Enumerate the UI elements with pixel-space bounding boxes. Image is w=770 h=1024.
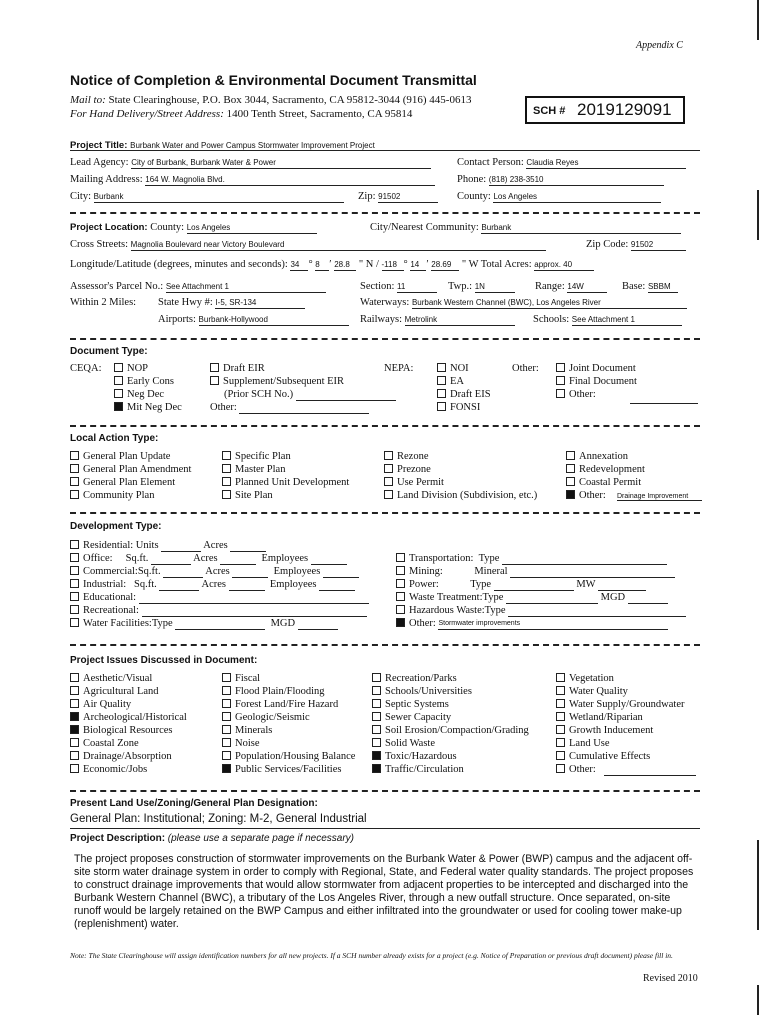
checkbox-label: Planned Unit Development: [235, 477, 350, 488]
checkbox-label: Biological Resources: [83, 725, 173, 736]
project-title-value: Burbank Water and Power Campus Stormwater Improvement Project: [130, 141, 375, 150]
latlong-row: Longitude/Latitude (degrees, minutes and seconds): 34 ° 8 ′ 28.8 " N / -118 ° 14 ′ 28.69 " W Total Acres: approx. 40: [70, 259, 594, 271]
issue-option[interactable]: [222, 699, 338, 711]
dev-educational: Educational:: [70, 592, 369, 604]
checkbox-label: Cumulative Effects: [569, 751, 651, 762]
checkbox[interactable]: [372, 699, 381, 708]
checkbox-label: Minerals: [235, 725, 273, 736]
checkbox-label: NOP: [127, 363, 149, 374]
location-zip-row: Zip Code: 91502: [586, 239, 686, 251]
checkbox-label: General Plan Element: [83, 477, 176, 488]
checkbox[interactable]: [372, 673, 381, 682]
dev-waste: Waste Treatment:Type MGD: [396, 592, 668, 604]
local-action-option[interactable]: [70, 477, 175, 489]
checkbox[interactable]: [70, 464, 79, 473]
checkbox[interactable]: [114, 389, 123, 398]
nepa-option[interactable]: [437, 363, 469, 375]
checkbox-label: Coastal Permit: [579, 477, 642, 488]
local-action-option[interactable]: [222, 464, 285, 476]
local-action-option[interactable]: [566, 451, 628, 463]
checkbox[interactable]: [70, 738, 79, 747]
checkbox-label: Air Quality: [83, 699, 132, 710]
checkbox[interactable]: [556, 712, 565, 721]
local-action-option[interactable]: [222, 477, 349, 489]
issue-option[interactable]: [372, 751, 457, 763]
checkbox[interactable]: [372, 725, 381, 734]
checkbox-label: Fiscal: [235, 673, 261, 684]
checkbox[interactable]: [384, 451, 393, 460]
local-action-option[interactable]: [566, 477, 641, 489]
schools-row: Schools: See Attachment 1: [533, 314, 682, 326]
issue-option[interactable]: [556, 725, 653, 737]
issue-option[interactable]: [70, 673, 152, 685]
checkbox[interactable]: [372, 738, 381, 747]
checkbox-label: Sewer Capacity: [385, 712, 452, 723]
ceqa-option[interactable]: [210, 363, 265, 375]
ceqa-option[interactable]: [114, 402, 182, 414]
checkbox[interactable]: [556, 686, 565, 695]
checkbox-label: Other:: [569, 764, 596, 775]
checkbox[interactable]: [384, 477, 393, 486]
footer-note: Note: The State Clearinghouse will assign identification numbers for all new projects. If a SCH number already exists for a project (e.g. Notice of Preparation or previous draft document) please fill in.: [70, 951, 673, 960]
checkbox[interactable]: [556, 725, 565, 734]
local-action-option[interactable]: [70, 451, 170, 463]
checkbox-label: Final Document: [569, 376, 637, 387]
checkbox[interactable]: [114, 363, 123, 372]
local-action-option[interactable]: [384, 477, 444, 489]
land-use-heading: Present Land Use/Zoning/General Plan Designation:: [70, 798, 318, 809]
doc-other-label: Other:: [512, 363, 539, 374]
issues-heading: Project Issues Discussed in Document:: [70, 655, 258, 666]
checkbox-label: Draft EIR: [223, 363, 265, 374]
checkbox[interactable]: [556, 363, 565, 372]
checkbox[interactable]: [222, 738, 231, 747]
checkbox[interactable]: [222, 490, 231, 499]
ceqa-other-row: Other:: [210, 402, 369, 414]
document-type-heading: Document Type:: [70, 346, 148, 357]
checkbox[interactable]: [566, 451, 575, 460]
community-row: City/Nearest Community: Burbank: [370, 222, 681, 234]
checkbox-label: Prezone: [397, 464, 431, 475]
checkbox-label: Community Plan: [83, 490, 155, 501]
checkbox-label: Schools/Universities: [385, 686, 472, 697]
checkbox[interactable]: [372, 712, 381, 721]
issue-option[interactable]: [372, 725, 529, 737]
checkbox[interactable]: [566, 477, 575, 486]
local-action-other-value: Drainage Improvement: [617, 493, 702, 501]
issue-option[interactable]: [556, 751, 650, 763]
checkbox-label: Mit Neg Dec: [127, 402, 182, 413]
page-edge-mark: [757, 190, 759, 240]
checkbox[interactable]: [210, 376, 219, 385]
hwy-row: State Hwy #: I-5, SR-134: [158, 297, 305, 309]
checkbox[interactable]: [556, 389, 565, 398]
checkbox-label: Other:: [569, 389, 596, 400]
checkbox[interactable]: [384, 490, 393, 499]
nepa-option[interactable]: [437, 402, 480, 414]
city-row: City: Burbank: [70, 191, 344, 203]
checkbox-label: Neg Dec: [127, 389, 165, 400]
dev-water: Water Facilities:Type MGD: [70, 618, 338, 630]
dev-power: Power: Type MW: [396, 579, 646, 591]
issue-option[interactable]: [70, 738, 139, 750]
dev-recreational: Recreational:: [70, 605, 367, 617]
checkbox-label: Agricultural Land: [83, 686, 159, 697]
checkbox-label: Land Division (Subdivision, etc.): [397, 490, 538, 501]
parcel-row: Assessor's Parcel No.: See Attachment 1: [70, 281, 326, 293]
checkbox-label: Coastal Zone: [83, 738, 139, 749]
checkbox-label: Water Supply/Groundwater: [569, 699, 685, 710]
mail-to-line: Mail to: State Clearinghouse, P.O. Box 3044, Sacramento, CA 95812-3044 (916) 445-0613: [70, 94, 472, 106]
dev-office: Office: Sq.ft. Acres Employees: [70, 553, 347, 565]
ceqa-option[interactable]: [114, 363, 148, 375]
checkbox[interactable]: [222, 451, 231, 460]
checkbox-label: Joint Document: [569, 363, 636, 374]
issue-option[interactable]: [556, 699, 685, 711]
checkbox-label: Traffic/Circulation: [385, 764, 464, 775]
checkbox[interactable]: [70, 490, 79, 499]
checkbox[interactable]: [114, 376, 123, 385]
checkbox[interactable]: [384, 464, 393, 473]
checkbox[interactable]: [222, 477, 231, 486]
issue-option[interactable]: [222, 738, 260, 750]
issue-option[interactable]: [70, 764, 147, 776]
checkbox-label: Master Plan: [235, 464, 286, 475]
checkbox-label: EA: [450, 376, 464, 387]
checkbox-label: General Plan Amendment: [83, 464, 192, 475]
ceqa-option[interactable]: [210, 376, 344, 388]
description-heading-row: Project Description: (please use a separate page if necessary): [70, 833, 355, 844]
local-action-option[interactable]: [222, 490, 273, 502]
issue-option[interactable]: [70, 712, 187, 724]
issue-option[interactable]: [70, 725, 173, 737]
issue-option[interactable]: [372, 738, 435, 750]
checkbox[interactable]: [372, 686, 381, 695]
checkbox-label: Population/Housing Balance: [235, 751, 356, 762]
checkbox-label: Flood Plain/Flooding: [235, 686, 325, 697]
checkbox[interactable]: [437, 363, 446, 372]
location-county-row: Project Location: County: Los Angeles: [70, 222, 317, 234]
checkbox[interactable]: [222, 712, 231, 721]
issue-option[interactable]: [372, 712, 451, 724]
checkbox-label: Redevelopment: [579, 464, 645, 475]
appendix-label: Appendix C: [636, 40, 683, 51]
checkbox[interactable]: [210, 363, 219, 372]
prior-sch-row: (Prior SCH No.): [224, 389, 396, 401]
ceqa-label: CEQA:: [70, 363, 102, 374]
dev-other: Other: Stormwater improvements: [396, 618, 668, 630]
checkbox-label: Economic/Jobs: [83, 764, 148, 775]
issue-option[interactable]: [556, 712, 643, 724]
checkbox[interactable]: [222, 764, 231, 773]
twp-row: Twp.: 1N: [448, 281, 515, 293]
nepa-label: NEPA:: [384, 363, 414, 374]
checkbox-label: Aesthetic/Visual: [83, 673, 153, 684]
mailing-address-row: Mailing Address: 164 W. Magnolia Blvd.: [70, 174, 435, 186]
other-doc-option[interactable]: [556, 363, 636, 375]
checkbox[interactable]: [70, 673, 79, 682]
checkbox[interactable]: [222, 686, 231, 695]
checkbox[interactable]: [70, 751, 79, 760]
checkbox[interactable]: [437, 402, 446, 411]
waterways-row: Waterways: Burbank Western Channel (BWC), Los Angeles River: [360, 297, 687, 309]
issue-option[interactable]: [556, 686, 628, 698]
checkbox-label: Public Services/Facilities: [235, 764, 342, 775]
checkbox[interactable]: [114, 402, 123, 411]
dev-commercial: Commercial:Sq.ft. Acres Employees: [70, 566, 359, 578]
issue-option[interactable]: [222, 712, 310, 724]
checkbox-label: Vegetation: [569, 673, 614, 684]
checkbox[interactable]: [222, 673, 231, 682]
checkbox-label: Water Quality: [569, 686, 628, 697]
checkbox[interactable]: [70, 699, 79, 708]
within-2-miles-label: Within 2 Miles:: [70, 297, 137, 308]
local-action-option[interactable]: [384, 464, 431, 476]
dev-hazardous: Hazardous Waste:Type: [396, 605, 686, 617]
other-doc-option[interactable]: [556, 389, 596, 401]
checkbox[interactable]: [437, 376, 446, 385]
nepa-option[interactable]: [437, 376, 464, 388]
land-use-value: General Plan: Institutional; Zoning: M-2, General Industrial: [70, 813, 367, 825]
issue-option[interactable]: [372, 673, 457, 685]
checkbox-label: Supplement/Subsequent EIR: [223, 376, 345, 387]
range-row: Range: 14W: [535, 281, 607, 293]
airports-row: Airports: Burbank-Hollywood: [158, 314, 349, 326]
checkbox[interactable]: [70, 764, 79, 773]
checkbox[interactable]: [566, 464, 575, 473]
project-title-row: Project Title: Burbank Water and Power Campus Stormwater Improvement Project: [70, 140, 375, 151]
issue-option[interactable]: [222, 751, 355, 763]
checkbox-label: General Plan Update: [83, 451, 171, 462]
county-row: County: Los Angeles: [457, 191, 661, 203]
dev-residential: Residential: Units Acres: [70, 540, 266, 552]
checkbox[interactable]: [70, 686, 79, 695]
sch-number-box[interactable]: SCH # 2019129091: [525, 96, 685, 124]
railways-row: Railways: Metrolink: [360, 314, 515, 326]
checkbox[interactable]: [556, 738, 565, 747]
page-edge-mark: [757, 0, 759, 40]
hand-delivery-line: For Hand Delivery/Street Address: 1400 Tenth Street, Sacramento, CA 95814: [70, 108, 413, 120]
checkbox-label: Rezone: [397, 451, 429, 462]
local-action-option[interactable]: [222, 451, 291, 463]
checkbox-label: Wetland/Riparian: [569, 712, 643, 723]
checkbox-label: Solid Waste: [385, 738, 436, 749]
dev-transportation: Transportation: Type: [396, 553, 667, 565]
checkbox[interactable]: [222, 464, 231, 473]
cross-streets-row: Cross Streets: Magnolia Boulevard near Victory Boulevard: [70, 239, 546, 251]
local-action-heading: Local Action Type:: [70, 433, 159, 444]
base-row: Base: SBBM: [622, 281, 678, 293]
zip-row: Zip: 91502: [358, 191, 438, 203]
issue-option[interactable]: [556, 738, 610, 750]
phone-row: Phone: (818) 238-3510: [457, 174, 664, 186]
checkbox-label: Land Use: [569, 738, 610, 749]
local-action-option[interactable]: [70, 490, 154, 502]
issue-option[interactable]: [372, 764, 464, 776]
local-action-option[interactable]: [70, 464, 191, 476]
dev-industrial: Industrial: Sq.ft. Acres Employees: [70, 579, 355, 591]
issue-option[interactable]: [222, 764, 341, 776]
sch-number: 2019129091: [577, 100, 672, 119]
checkbox[interactable]: [70, 725, 79, 734]
issue-option[interactable]: [372, 686, 472, 698]
checkbox-label: Geologic/Seismic: [235, 712, 310, 723]
section-row: Section: 11: [360, 281, 437, 293]
checkbox-label: NOI: [450, 363, 469, 374]
checkbox-label: Forest Land/Fire Hazard: [235, 699, 339, 710]
local-action-option[interactable]: [384, 490, 537, 502]
issue-option[interactable]: [222, 673, 260, 685]
checkbox-label: Septic Systems: [385, 699, 449, 710]
checkbox-label: Toxic/Hazardous: [385, 751, 457, 762]
checkbox[interactable]: [556, 699, 565, 708]
project-description: The project proposes construction of stormwater improvements on the Burbank Water & Power (BWP) campus and the adjacent off-site storm water drainage system in order to comply with Regional, State, and Federal water quality standards. The project proposes to construct drainage improvements that would allow stormwater from adjacent properties to be intercepted and discharged into the Burbank Western Channel (BWC), a tributary of the Los Angeles River, through a new outfall structure. Once separated, on-site runoff would be largely retained on the BWP Campus and either infiltrated into the groundwater or used for cooling tower make-up (replenishment) water.: [74, 853, 694, 930]
issue-option[interactable]: [556, 673, 614, 685]
issue-option[interactable]: [222, 725, 272, 737]
checkbox-label: Noise: [235, 738, 260, 749]
other-doc-option[interactable]: [556, 376, 637, 388]
checkbox-label: Use Permit: [397, 477, 444, 488]
checkbox[interactable]: [70, 712, 79, 721]
ceqa-option[interactable]: [114, 376, 174, 388]
checkbox-label: Recreation/Parks: [385, 673, 457, 684]
issue-option[interactable]: [372, 699, 449, 711]
checkbox[interactable]: [556, 376, 565, 385]
issue-option[interactable]: [70, 699, 131, 711]
page-edge-mark: [757, 985, 759, 1015]
checkbox-label: Annexation: [579, 451, 628, 462]
issue-option[interactable]: [556, 764, 596, 776]
checkbox[interactable]: [372, 751, 381, 760]
dev-mining: Mining: Mineral: [396, 566, 675, 578]
issue-option[interactable]: [70, 686, 159, 698]
contact-person-row: Contact Person: Claudia Reyes: [457, 157, 686, 169]
checkbox-label: Specific Plan: [235, 451, 291, 462]
nepa-option[interactable]: [437, 389, 491, 401]
lead-agency-row: Lead Agency: City of Burbank, Burbank Water & Power: [70, 157, 431, 169]
checkbox[interactable]: [70, 477, 79, 486]
checkbox[interactable]: [222, 751, 231, 760]
checkbox[interactable]: [437, 389, 446, 398]
checkbox-label: Draft EIS: [450, 389, 491, 400]
form-title: Notice of Completion & Environmental Document Transmittal: [70, 72, 477, 88]
checkbox[interactable]: [70, 451, 79, 460]
checkbox-label: Site Plan: [235, 490, 273, 501]
checkbox[interactable]: [566, 490, 575, 499]
checkbox-label: Archeological/Historical: [83, 712, 187, 723]
checkbox-label: Drainage/Absorption: [83, 751, 172, 762]
checkbox[interactable]: [372, 764, 381, 773]
checkbox[interactable]: [556, 673, 565, 682]
checkbox-label: Soil Erosion/Compaction/Grading: [385, 725, 529, 736]
local-action-option[interactable]: [566, 464, 645, 476]
development-type-heading: Development Type:: [70, 521, 162, 532]
issue-option[interactable]: [70, 751, 172, 763]
checkbox[interactable]: [222, 725, 231, 734]
checkbox-label: Early Cons: [127, 376, 174, 387]
checkbox-label: Other:: [579, 490, 606, 501]
revision-label: Revised 2010: [643, 973, 698, 984]
issue-option[interactable]: [222, 686, 325, 698]
checkbox[interactable]: [556, 764, 565, 773]
local-action-option[interactable]: [384, 451, 429, 463]
checkbox[interactable]: [556, 751, 565, 760]
checkbox[interactable]: [222, 699, 231, 708]
checkbox-label: FONSI: [450, 402, 481, 413]
page-edge-mark: [757, 840, 759, 930]
local-action-option[interactable]: [566, 490, 606, 502]
checkbox-label: Growth Inducement: [569, 725, 654, 736]
ceqa-option[interactable]: [114, 389, 164, 401]
